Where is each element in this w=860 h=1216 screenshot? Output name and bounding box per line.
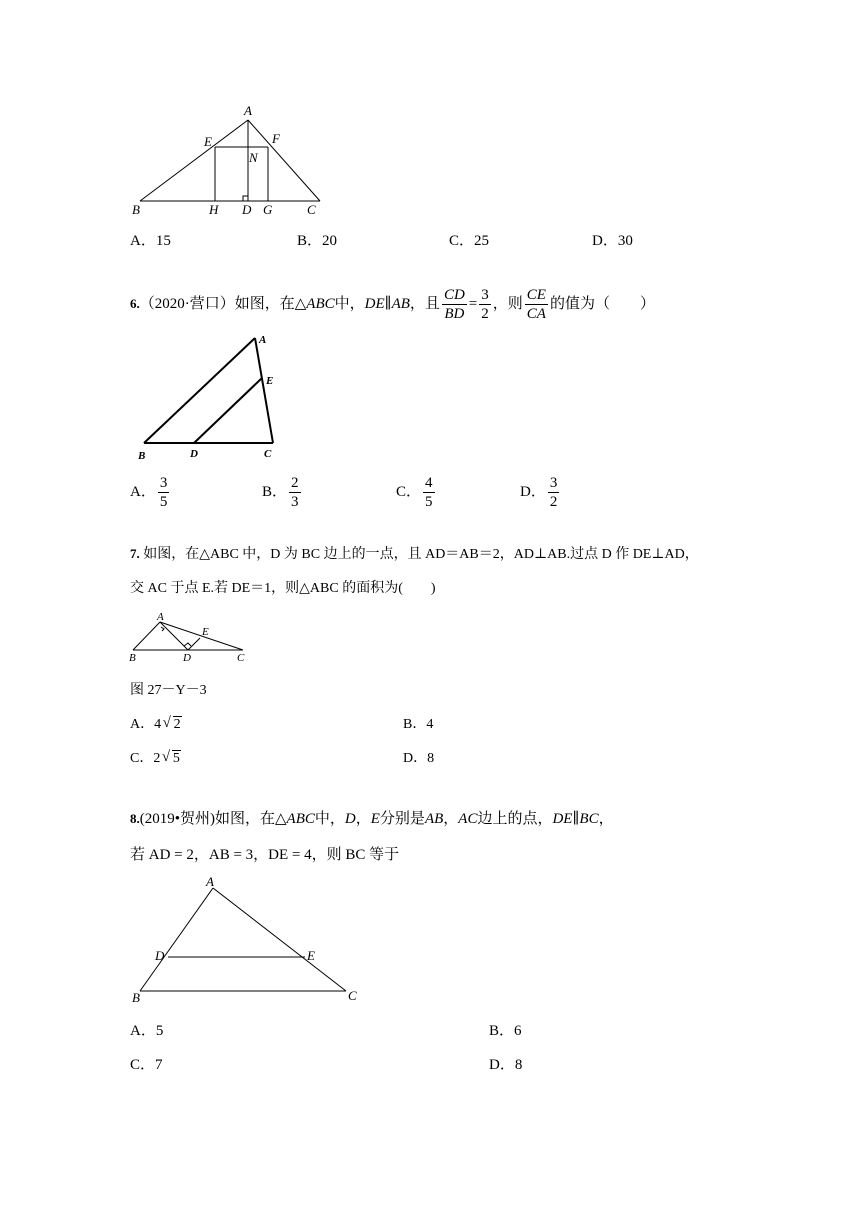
label-a: A <box>259 334 267 346</box>
q5-option-d[interactable]: D．30 <box>592 233 633 249</box>
q6-option-b[interactable]: B． $\frac{2}{3}$ <box>262 475 299 510</box>
q8-question-line2: 若 AD = 2，AB = 3，DE = 4，则 BC 等于 <box>130 847 400 863</box>
figure-q6-triangle <box>130 330 290 465</box>
label-d: D <box>183 652 191 664</box>
label-e: E <box>307 948 315 963</box>
q6-fraction-cd-bd: $\frac{CD}{BD}$ <box>443 287 465 323</box>
q7-option-a[interactable]: A．4 √ 2 <box>130 713 182 733</box>
q6-option-c[interactable]: C． $\frac{4}{5}$ <box>396 475 433 510</box>
q7-question-line1 <box>130 543 699 563</box>
label-c: C <box>348 988 357 1003</box>
q6-text: AB <box>391 296 410 312</box>
label-b: B <box>132 990 140 1005</box>
q7-text: 如图，在△ABC 中，D 为 BC 边上的一点，且 AD＝AB＝2，AD⊥AB.过点 D 作 DE⊥AD， <box>143 547 699 562</box>
label-d: D <box>190 448 198 460</box>
q8-option-a[interactable]: A．5 <box>130 1023 164 1039</box>
q6-number: 6. <box>130 296 140 311</box>
label-e: E <box>204 134 212 149</box>
q7-option-d[interactable]: D．8 <box>403 751 435 766</box>
q5-option-b[interactable]: B．20 <box>297 233 338 249</box>
q7-option-c[interactable]: C．2 √ 5 <box>130 747 181 767</box>
label-a: A <box>157 611 164 623</box>
label-e: E <box>202 626 209 638</box>
label-e: E <box>266 375 274 387</box>
q8-number: 8. <box>130 811 140 826</box>
q6-text: DE <box>364 296 385 312</box>
q7-option-b[interactable]: B．4 <box>403 717 434 732</box>
q6-fraction-3-2: $\frac{3}{2}$ <box>481 287 489 323</box>
label-a: A <box>206 874 214 889</box>
q6-text: 的值为（ ） <box>549 296 655 312</box>
q6-text: ，且 <box>409 296 440 312</box>
label-b: B <box>138 450 146 462</box>
q8-option-b[interactable]: B．6 <box>489 1023 522 1039</box>
q6-question <box>130 282 655 326</box>
label-h: H <box>209 202 219 217</box>
q6-equals: = <box>468 296 478 312</box>
label-d: D <box>155 948 165 963</box>
label-a: A <box>244 103 252 118</box>
figure-q8-triangle <box>128 872 368 1012</box>
label-f: F <box>272 131 280 146</box>
figure-q5-triangle <box>120 100 340 220</box>
q6-text: ，则 <box>492 296 523 312</box>
q6-source: （2020·营口）如图，在△ <box>139 296 307 312</box>
q5-option-c[interactable]: C．25 <box>449 233 490 249</box>
label-b: B <box>129 652 136 664</box>
q6-option-a[interactable]: A． $\frac{3}{5}$ <box>130 475 168 510</box>
label-b: B <box>132 202 140 217</box>
label-c: C <box>264 448 272 460</box>
label-g: G <box>263 202 273 217</box>
q6-text: 中， <box>334 296 365 312</box>
label-c: C <box>237 652 245 664</box>
q5-option-a[interactable]: A．15 <box>130 233 171 249</box>
q6-fraction-ce-ca: $\frac{CE}{CA}$ <box>526 287 546 323</box>
q7-number: 7. <box>130 546 140 561</box>
label-n: N <box>249 150 258 165</box>
label-d: D <box>242 202 252 217</box>
q8-option-d[interactable]: D．8 <box>489 1057 523 1073</box>
q6-text: ∥ <box>384 296 392 312</box>
label-c: C <box>307 202 316 217</box>
figure-q7-triangle <box>128 610 253 665</box>
q6-text: ABC <box>306 296 335 312</box>
q8-option-c[interactable]: C．7 <box>130 1057 163 1073</box>
q8-question-line1: 8.(2019•贺州)如图，在△ABC中，D，E分别是AB，AC边上的点，DE∥BC， <box>130 811 614 827</box>
q7-figure-caption: 图 27－Y－3 <box>130 683 207 698</box>
q6-option-d[interactable]: D． $\frac{3}{2}$ <box>520 475 558 510</box>
q7-question-line2: 交 AC 于点 E.若 DE＝1，则△ABC 的面积为( ) <box>130 581 436 596</box>
